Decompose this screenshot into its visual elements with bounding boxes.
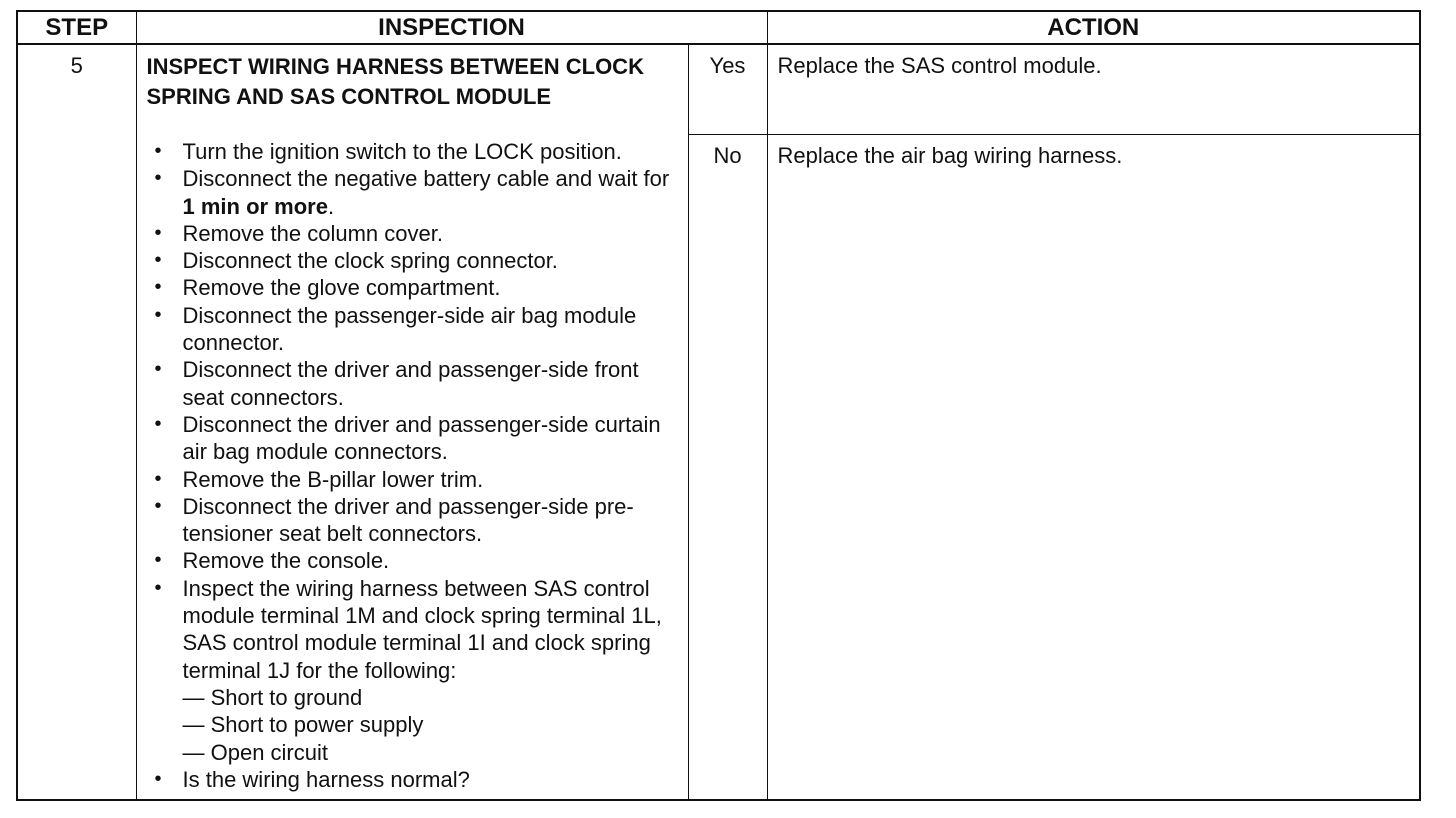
step-item: • Remove the console. (147, 547, 682, 574)
yes-row (17, 44, 1420, 134)
step-item: • Remove the B-pillar lower trim. (147, 466, 682, 493)
outcome-yes-action: Replace the SAS control module. (767, 44, 1420, 134)
header-step: STEP (17, 11, 136, 44)
outcome-no-action: Replace the air bag wiring harness. (767, 134, 1420, 800)
wait-period: . (327, 193, 335, 219)
header-inspection: INSPECTION (136, 11, 767, 44)
step-item-text: Disconnect the negative battery cable and wait for (182, 166, 670, 192)
step-item: • Disconnect the driver and passenger-side pre-tensioner seat belt connectors. (147, 493, 682, 548)
step-item: • Remove the glove compartment. (147, 274, 682, 301)
step-item-text: Inspect the wiring harness between SAS control module terminal 1M and clock spring terminal 1L, SAS control module terminal 1I and clock spring terminal 1J for the following: (182, 575, 662, 683)
header-action: ACTION (767, 11, 1420, 44)
inspection-step-list (147, 138, 682, 793)
diagnostic-table (16, 10, 1421, 801)
step-item: • Disconnect the passenger-side air bag module connector. (147, 302, 682, 357)
header-row (17, 11, 1420, 44)
step-item (147, 575, 682, 766)
step-item: • Is the wiring harness normal? (147, 766, 682, 793)
step-item: • Disconnect the driver and passenger-side curtain air bag module connectors. (147, 411, 682, 466)
step-number: 5 (17, 44, 136, 800)
fault-item: — Open circuit (182, 739, 328, 765)
inspection-title: INSPECT WIRING HARNESS BETWEEN CLOCK SPRING AND SAS CONTROL MODULE (136, 44, 688, 134)
fault-item: — Short to ground (182, 684, 363, 710)
outcome-yes-label: Yes (688, 44, 767, 134)
outcome-no-label: No (688, 134, 767, 800)
fault-list (183, 684, 682, 766)
fault-item: — Short to power supply (182, 712, 424, 738)
no-row (17, 134, 1420, 800)
step-item: • Remove the column cover. (147, 220, 682, 247)
step-item: • Disconnect the driver and passenger-side front seat connectors. (147, 356, 682, 411)
step-item: • Disconnect the clock spring connector. (147, 247, 682, 274)
step-item: • Turn the ignition switch to the LOCK position. (147, 138, 682, 165)
step-item (147, 165, 682, 220)
inspection-steps (136, 134, 688, 800)
wait-duration: 1 min or more (182, 193, 328, 219)
